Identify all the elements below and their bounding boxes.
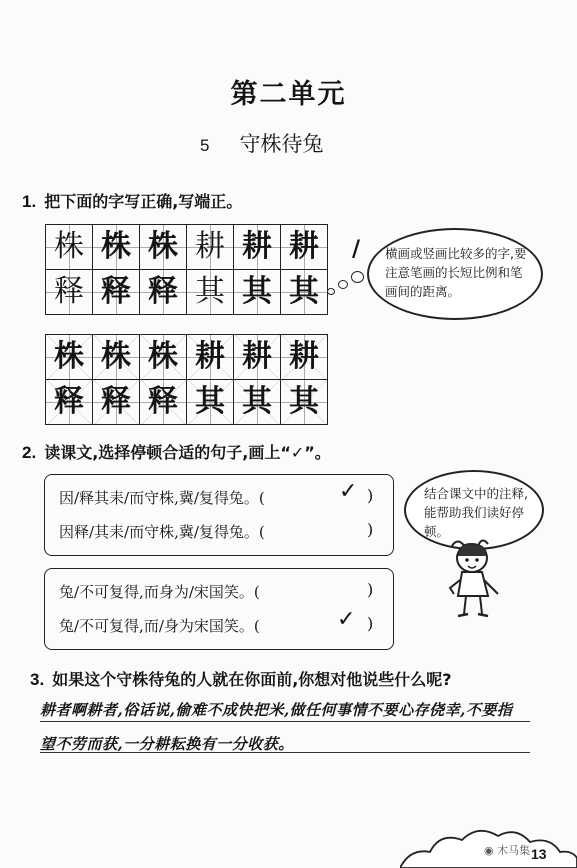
thought-dot-icon	[338, 280, 348, 289]
grid-cell: 其	[281, 380, 328, 425]
tip-bubble-2: 结合课文中的注释,能帮助我们读好停顿。	[404, 470, 544, 550]
grid-cell: 耕	[234, 225, 281, 270]
lesson-heading	[200, 128, 323, 158]
check-mark-icon[interactable]: ✓	[339, 479, 358, 504]
grid-cell: 释	[93, 380, 140, 425]
options-group-1	[44, 474, 394, 556]
answer-underline	[40, 752, 530, 753]
question-3	[30, 667, 452, 690]
question-prompt: 如果这个守株待兔的人就在你面前,你想对他说些什么呢?	[52, 670, 452, 689]
grid-cell: 释	[46, 380, 93, 425]
grid-cell: 耕	[281, 225, 328, 270]
question-2	[22, 440, 331, 463]
question-number: 1.	[22, 192, 37, 211]
question-prompt: 把下面的字写正确,写端正。	[44, 192, 243, 211]
writing-grid-1	[45, 224, 328, 315]
option-paren: )	[367, 614, 374, 633]
grid-cell: 株	[46, 225, 93, 270]
grid-cell: 株	[93, 225, 140, 270]
grid-cell: 株	[140, 225, 187, 270]
grid-cell: 释	[46, 270, 93, 315]
thought-dot-icon	[327, 288, 335, 295]
grid-cell: 其	[281, 270, 328, 315]
grid-cell: 耕	[234, 335, 281, 380]
check-mark-icon[interactable]: ✓	[337, 607, 356, 632]
option-text: 因/释其耒/而守株,冀/复得兔。(	[59, 489, 265, 507]
handwritten-answer-line-2: 望不劳而获,一分耕耘换有一分收获。	[40, 735, 294, 753]
option-text: 兔/不可复得,而身为/宋国笑。(	[59, 583, 260, 601]
grid-cell: 耕	[281, 335, 328, 380]
grid-cell: 株	[46, 335, 93, 380]
thought-dot-icon	[351, 271, 364, 283]
watermark-text: 木马集	[497, 844, 531, 857]
unit-title: 第二单元	[230, 79, 347, 110]
grid-cell: 释	[140, 270, 187, 315]
girl-illustration-icon	[448, 538, 518, 618]
option-paren: )	[367, 520, 374, 539]
question-prompt: 读课文,选择停顿合适的句子,画上“✓”。	[44, 443, 331, 462]
writing-grid-2	[45, 334, 328, 425]
question-number: 3.	[30, 670, 45, 689]
lesson-title: 守株待兔	[239, 132, 324, 156]
grid-cell: 其	[187, 380, 234, 425]
options-group-2	[44, 568, 394, 650]
grid-cell: 其	[187, 270, 234, 315]
grid-cell: 株	[93, 335, 140, 380]
question-number: 2.	[22, 443, 37, 462]
grid-cell: 耕	[187, 225, 234, 270]
option-text: 兔/不可复得,而/身为宋国笑。(	[59, 617, 260, 635]
tip-bubble-1: 横画或竖画比较多的字,要注意笔画的长短比例和笔画间的距离。	[367, 228, 543, 320]
grid-cell: 释	[93, 270, 140, 315]
option-paren: )	[367, 580, 374, 599]
option-text: 因释/其耒/而守株,冀/复得兔。(	[59, 523, 265, 541]
handwritten-answer-line-1: 耕者啊耕者,俗话说,偷难不成快把米,做任何事情不要心存侥幸,不要指	[40, 701, 513, 719]
question-1	[22, 189, 242, 212]
grid-cell: 其	[234, 270, 281, 315]
grid-cell: 释	[140, 380, 187, 425]
lesson-number: 5	[200, 136, 210, 155]
watermark-icon: ◉	[484, 844, 494, 857]
watermark	[484, 842, 530, 858]
answer-underline	[40, 721, 530, 722]
pencil-mark: /	[352, 236, 361, 262]
grid-cell: 株	[140, 335, 187, 380]
page-number: 13	[531, 846, 547, 862]
grid-cell: 耕	[187, 335, 234, 380]
option-paren: )	[367, 486, 374, 505]
grid-cell: 其	[234, 380, 281, 425]
